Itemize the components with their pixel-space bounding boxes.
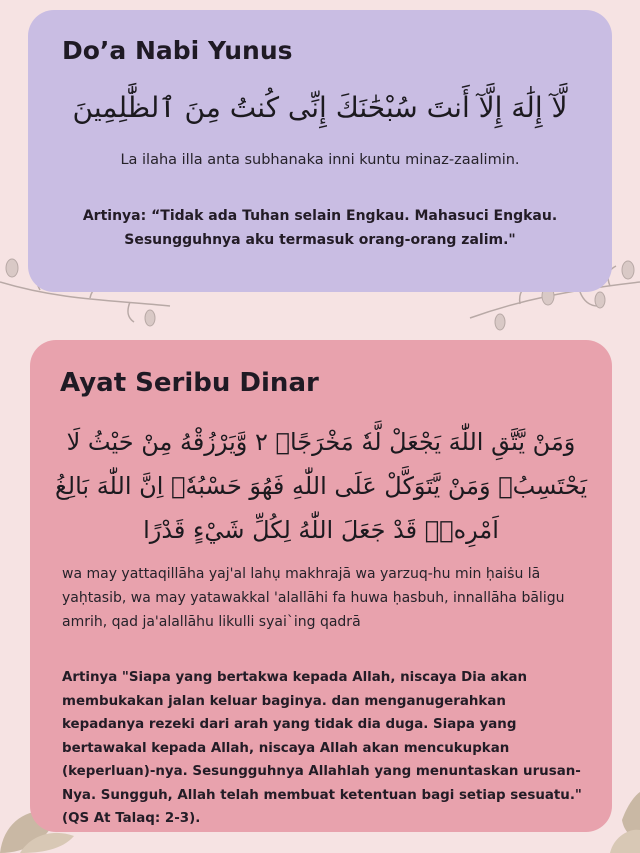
doa-nabi-yunus-card: [28, 10, 612, 292]
ayat-meaning: Artinya "Siapa yang bertakwa kepada Allah, niscaya Dia akan membukakan jalan keluar baginya. dan menganugerahkan kepadanya rezeki dari arah yang tidak dia duga. Siapa yang bertawakal kepada Allah, niscaya Allah akan mencukupkan (keperluan)-nya. Sesungguhnya Allahlah yang menuntaskan urusan-Nya. Sungguh, Allah telah membuat ketentuan bagi setiap sesuatu." (QS At Talaq: 2-3).: [62, 670, 582, 826]
doa-transliteration: La ilaha illa anta subhanaka inni kuntu minaz-zaalimin.: [120, 152, 520, 168]
doa-meaning: Artinya: “Tidak ada Tuhan selain Engkau. Mahasuci Engkau. Sesungguhnya aku termasuk orang-orang zalim.": [82, 208, 558, 248]
doa-arabic-text: لَّآ إِلَٰهَ إِلَّآ أَنتَ سُبْحَٰنَكَ إِنِّى كُنتُ مِنَ ٱلظَّٰلِمِينَ: [72, 91, 568, 124]
ayat-seribu-dinar-card: [30, 340, 612, 832]
doa-title: Do’a Nabi Yunus: [62, 36, 293, 65]
ayat-title: Ayat Seribu Dinar: [60, 368, 319, 398]
ayat-transliteration: wa may yattaqillāha yaj'al lahụ makhrajā wa yarzuq-hu min ḥaiṡu lā yaḥtasib, wa may yatawakkal 'alallāhi fa huwa ḥasbuh, innallāha bāligu amrih, qad ja'alallāhu likulli syai`ing qadrā: [62, 566, 565, 630]
ayat-arabic-text: وَمَنْ يَّتَّقِ اللّٰهَ يَجْعَلْ لَّهٗ مَخْرَجًاۙ ٢ وَّيَرْزُقْهُ مِنْ حَيْثُ لَا يَحْتَسِبُۗ وَمَنْ يَّتَوَكَّلْ عَلَى اللّٰهِ فَهُوَ حَسْبُهٗۗ اِنَّ اللّٰهَ بَالِغُ اَمْرِهٖۗ قَدْ جَعَلَ اللّٰهُ لِكُلِّ شَيْءٍ قَدْرًا: [54, 428, 587, 544]
